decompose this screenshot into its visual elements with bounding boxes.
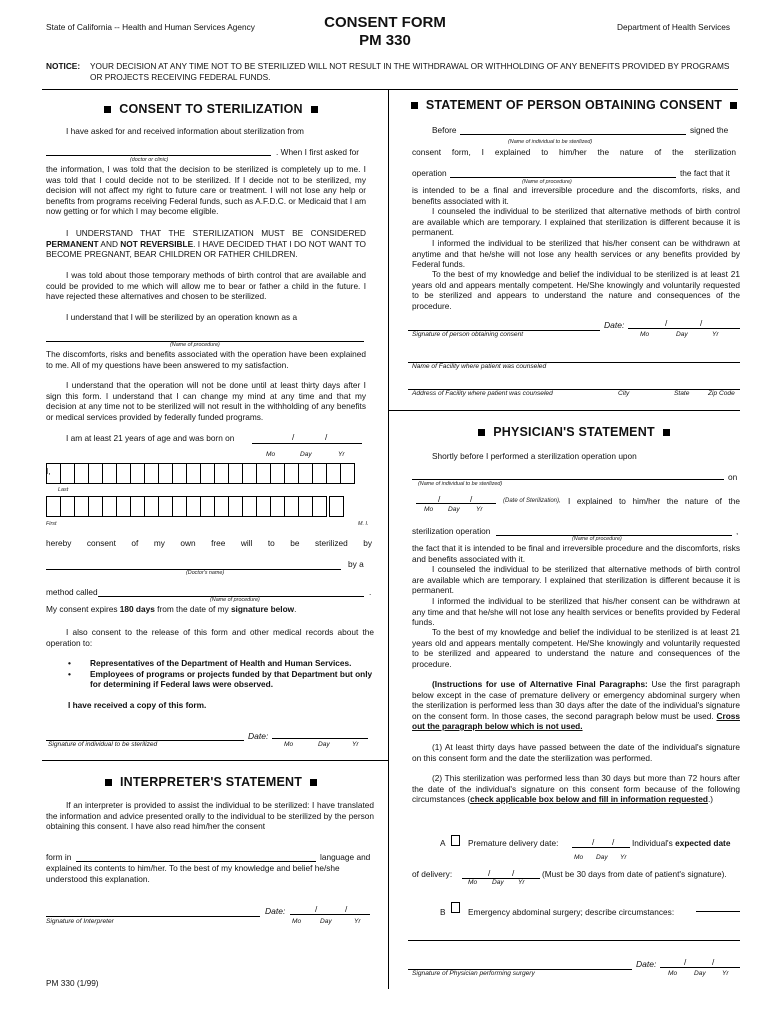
yr-caption: Yr bbox=[352, 741, 359, 748]
day-caption: Day bbox=[320, 918, 332, 925]
i-label: I, bbox=[46, 466, 51, 476]
statement-heading: STATEMENT OF PERSON OBTAINING CONSENT bbox=[400, 98, 748, 112]
individual-name-caption: (Name of individual to be sterilized) bbox=[508, 139, 593, 145]
last-name-boxes[interactable] bbox=[46, 463, 354, 489]
facility-name-caption: Name of Facility where patient was counseled bbox=[412, 363, 547, 370]
agency-label: State of California -- Health and Human Services Agency bbox=[46, 22, 255, 32]
individual-date-field[interactable] bbox=[272, 737, 368, 739]
yr-caption: Yr bbox=[518, 879, 525, 886]
of-delivery-label: of delivery: bbox=[412, 869, 453, 879]
city-caption: City bbox=[618, 390, 630, 397]
method-caption: (Name of procedure) bbox=[210, 597, 260, 603]
premature-delivery-label: Premature delivery date: bbox=[468, 838, 559, 848]
mo-caption: Mo bbox=[292, 918, 302, 925]
interpreter-signature-field[interactable] bbox=[46, 915, 260, 917]
physician-heading: PHYSICIAN'S STATEMENT bbox=[400, 425, 748, 439]
before-label: Before bbox=[432, 125, 457, 135]
consent-para-5: The discomforts, risks and benefits associated with the operation have been explained to me. All of my questions have been answered to my satisfaction. bbox=[46, 349, 366, 370]
form-number: PM 330 bbox=[359, 32, 411, 49]
mo-caption: Mo bbox=[668, 970, 678, 977]
consent-para-3: I was told about those temporary methods of birth control that are available and could be provided to me which will allow me to bear or father a child in the future. I have rejected these alternatives and chosen to be sterilized. bbox=[46, 270, 366, 301]
facility-address-caption: Address of Facility where patient was counseled bbox=[412, 390, 553, 397]
signed-the-label: signed the bbox=[690, 125, 729, 135]
statement-para-4: To the best of my knowledge and belief the individual to be sterilized is at least 21 years old and appears mentally competent. He/She knowingly and voluntarily requested to be sterilized and appears to understand the nature and consequences of the procedure. bbox=[412, 269, 740, 311]
square-bullet-icon bbox=[663, 429, 670, 436]
interpreter-heading: INTERPRETER'S STATEMENT bbox=[46, 775, 376, 789]
consent-para-1-end: . When I first asked for bbox=[276, 147, 359, 157]
mi-caption: M. I. bbox=[358, 521, 369, 527]
section-divider bbox=[388, 410, 740, 411]
interpreter-para-1: If an interpreter is provided to assist the individual to be sterilized: I have translated the information and advice presented orally to the individual to be sterilized by the person obtaining this consent. I have also read him/her the consent bbox=[46, 800, 374, 831]
date-label: Date: bbox=[265, 906, 286, 916]
option-b-label: B bbox=[440, 907, 446, 917]
alternative-paragraph-1: (1) At least thirty days have passed between the date of the individual's signature on this consent form and the date the sterilization was performed. bbox=[412, 742, 740, 763]
day-caption: Day bbox=[596, 854, 608, 861]
day-caption: Day bbox=[492, 879, 504, 886]
operation-field[interactable] bbox=[450, 176, 676, 178]
date-label: Date: bbox=[248, 731, 269, 741]
consent-heading: CONSENT TO STERILIZATION bbox=[46, 102, 376, 116]
consent-para-1-body: the information, I was told that the decision to be sterilized is completely up to me. I was told that I could decide not to be sterilized. If I decide not to be sterilized, my decision will not affect my right to future care or treatment. I will not lose any help or benefits from programs receiving Federal funds, such as A.F.D.C. or Medicaid that I am now getting or for which I may become eligible. bbox=[46, 164, 366, 216]
consent-para-6: I understand that the operation will not be done until at least thirty days after I sign this form. I understand that I can change my mind at any time and that my decision at any time not to be sterilized will not result in the withholding of any benefits or medical services provided by federally funded programs. bbox=[46, 380, 366, 422]
yr-caption: Yr bbox=[722, 970, 729, 977]
physician-signature-caption: Signature of Physician performing surgery bbox=[412, 970, 535, 977]
fact-label: the fact that it bbox=[680, 168, 730, 178]
square-bullet-icon bbox=[730, 102, 737, 109]
circumstances-field-1[interactable] bbox=[696, 910, 740, 912]
statement-para-1: is intended to be a final and irreversible procedure and the discomforts, risks, and benefits associated with it. bbox=[412, 185, 740, 206]
sterilization-operation-label: sterilization operation bbox=[412, 526, 491, 536]
statement-para-2: I counseled the individual to be sterilized that alternative methods of birth control are available which are temporary. I explained that sterilization is different because it is permanent. bbox=[412, 206, 740, 237]
section-divider bbox=[42, 760, 388, 761]
date-label: Date: bbox=[604, 320, 625, 330]
interpreter-language: language and bbox=[320, 852, 371, 862]
consent-para-1: I have asked for and received information about sterilization from bbox=[66, 126, 304, 136]
yr-caption: Yr bbox=[620, 854, 627, 861]
alternative-paragraph-2: (2) This sterilization was performed less than 30 days but more than 72 hours after the date of the individual's signature on this consent form because of the following circumstances (check applicable box below and fill in information requested.) bbox=[412, 773, 740, 804]
square-bullet-icon bbox=[104, 106, 111, 113]
release-list: • Representatives of the Department of Health and Human Services. • Employees of programs or projects funded by that Department but only for determining if Federal laws were observed. bbox=[68, 658, 373, 689]
release-text: I also consent to the release of this form and other medical records about the operation to: bbox=[46, 627, 374, 648]
circumstances-field-2[interactable] bbox=[408, 939, 740, 941]
doctor-name-caption: (Doctor's name) bbox=[186, 570, 225, 576]
zip-caption: Zip Code bbox=[708, 390, 735, 397]
emergency-surgery-checkbox[interactable] bbox=[451, 902, 460, 913]
square-bullet-icon bbox=[411, 102, 418, 109]
sterilization-date-caption: (Date of Sterilization), bbox=[503, 498, 561, 504]
doctor-clinic-field[interactable] bbox=[46, 154, 271, 156]
physician-individual-field[interactable] bbox=[412, 478, 724, 480]
physician-para-5: To the best of my knowledge and belief the individual to be sterilized is at least 21 years old and appears mentally competent. He/She knowingly and voluntarily requested to be sterilized and appeared to understand the nature and consequences of the procedure. bbox=[412, 627, 740, 669]
interpreter-para-2: explained its contents to him/her. To the best of my knowledge and belief he/she understood this explanation. bbox=[46, 863, 340, 884]
mo-caption: Mo bbox=[424, 506, 434, 513]
physician-para-1: Shortly before I performed a sterilization operation upon bbox=[432, 451, 637, 461]
day-caption: Day bbox=[300, 451, 312, 458]
mo-caption: Mo bbox=[266, 451, 276, 458]
first-name-boxes[interactable] bbox=[46, 496, 343, 522]
instructions-text: (Instructions for use of Alternative Final Paragraphs: Use the first paragraph below except in the case of premature delivery or emergency abdominal surgery when the sterilization is performed less than 30 days after the date of the individual's signature on the consent form. In those cases, the second paragraph below must be used. Cross out the paragraph below which is not used. bbox=[412, 679, 740, 731]
obtainer-signature-caption: Signature of person obtaining consent bbox=[412, 331, 524, 338]
individual-name-field[interactable] bbox=[460, 133, 686, 135]
expected-date-label: Individual's expected date bbox=[632, 838, 731, 848]
day-caption: Day bbox=[694, 970, 706, 977]
mo-caption: Mo bbox=[640, 331, 650, 338]
option-a-label: A bbox=[440, 838, 446, 848]
department-label: Department of Health Services bbox=[617, 22, 730, 32]
day-caption: Day bbox=[676, 331, 688, 338]
consent-form-text: consent form, I explained to him/her the nature of the sterilization bbox=[412, 147, 736, 157]
must-be-note: (Must be 30 days from date of patient's signature). bbox=[542, 869, 727, 879]
physician-para-2: the fact that it is intended to be final and irreversible procedure and the discomforts, risks and benefits associated with it. bbox=[412, 543, 740, 564]
last-caption: Last bbox=[58, 487, 69, 493]
mo-caption: Mo bbox=[574, 854, 584, 861]
sterilization-date-field[interactable] bbox=[416, 502, 496, 504]
premature-date-field[interactable] bbox=[572, 846, 630, 848]
square-bullet-icon bbox=[105, 779, 112, 786]
received-copy: I have received a copy of this form. bbox=[68, 700, 207, 710]
physician-para-3: I counseled the individual to be sterilized that alternative methods of birth control are available which are temporary. I explained that sterilization is different because it is permanent. bbox=[412, 564, 740, 595]
method-label: method called bbox=[46, 587, 98, 597]
notice-label: NOTICE: bbox=[46, 61, 81, 71]
date-label: Date: bbox=[636, 959, 657, 969]
hereby-text: hereby consent of my own free will to be sterilized by bbox=[46, 538, 372, 548]
procedure-caption: (Name of procedure) bbox=[170, 342, 220, 348]
form-title: CONSENT FORM bbox=[324, 14, 446, 31]
interpreter-form-in: form in bbox=[46, 852, 72, 862]
physician-para-4: I informed the individual to be sterilized that his/her consent can be withdrawn at any time and that he/she will not lose any health services or benefits provided by Federal funds. bbox=[412, 596, 740, 627]
by-a-text: by a bbox=[348, 559, 364, 569]
doctor-clinic-caption: (doctor or clinic) bbox=[130, 157, 169, 163]
statement-para-3: I informed the individual to be sterilized that his/her consent can be withdrawn at anytime and that he/she will not lose any health services or any benefits provided by Federal funds. bbox=[412, 238, 740, 269]
yr-caption: Yr bbox=[354, 918, 361, 925]
interpreter-signature-caption: Signature of Interpreter bbox=[46, 918, 114, 925]
on-label: on bbox=[728, 472, 738, 482]
explained-text: I explained to him/her the nature of the bbox=[568, 496, 740, 506]
premature-delivery-checkbox[interactable] bbox=[451, 835, 460, 846]
first-caption: First bbox=[46, 521, 57, 527]
mo-caption: Mo bbox=[284, 741, 294, 748]
day-caption: Day bbox=[318, 741, 330, 748]
square-bullet-icon bbox=[310, 779, 317, 786]
consent-para-2: I UNDERSTAND THAT THE STERILIZATION MUST BE CONSIDERED PERMANENT AND NOT REVERSIBLE. I HAVE DECIDED THAT I DO NOT WANT TO BECOME PREGNANT, BEAR CHILDREN OR FATHER CHILDREN. bbox=[46, 228, 366, 259]
yr-caption: Yr bbox=[338, 451, 345, 458]
release-item-2: Employees of programs or projects funded by that Department but only for determining if Federal laws were observed. bbox=[90, 668, 373, 689]
mo-caption: Mo bbox=[468, 879, 478, 886]
release-item-1: Representatives of the Department of Health and Human Services. bbox=[90, 658, 352, 668]
language-field[interactable] bbox=[76, 860, 316, 862]
yr-caption: Yr bbox=[712, 331, 719, 338]
consent-para-4: I understand that I will be sterilized by an operation known as a bbox=[66, 312, 298, 322]
individual-signature-caption: Signature of individual to be sterilized bbox=[48, 741, 158, 748]
birth-date-label: I am at least 21 years of age and was born on bbox=[66, 433, 235, 443]
operation-label: operation bbox=[412, 168, 447, 178]
obtainer-date-field[interactable] bbox=[628, 327, 740, 329]
expires-text: My consent expires 180 days from the date of my signature below. bbox=[46, 604, 297, 614]
emergency-surgery-label: Emergency abdominal surgery; describe circumstances: bbox=[468, 907, 675, 917]
notice-text: YOUR DECISION AT ANY TIME NOT TO BE STERILIZED WILL NOT RESULT IN THE WITHDRAWAL OR WITHHOLDING OF ANY BENEFITS PROVIDED BY PROGRAMS OR PROJECTS RECEIVING FEDERAL FUNDS. bbox=[90, 61, 730, 82]
square-bullet-icon bbox=[311, 106, 318, 113]
sterilization-operation-caption: (Name of procedure) bbox=[572, 536, 622, 542]
operation-caption: (Name of procedure) bbox=[522, 179, 572, 185]
day-caption: Day bbox=[448, 506, 460, 513]
interpreter-date-field[interactable] bbox=[290, 913, 370, 915]
state-caption: State bbox=[674, 390, 690, 397]
physician-individual-caption: (Name of individual to be sterilized) bbox=[418, 481, 503, 487]
header-divider bbox=[42, 89, 738, 90]
physician-date-field[interactable] bbox=[660, 966, 740, 968]
square-bullet-icon bbox=[478, 429, 485, 436]
form-footer: PM 330 (1/99) bbox=[46, 978, 99, 988]
birth-date-field[interactable] bbox=[252, 442, 362, 444]
column-divider bbox=[388, 89, 389, 989]
yr-caption: Yr bbox=[476, 506, 483, 513]
